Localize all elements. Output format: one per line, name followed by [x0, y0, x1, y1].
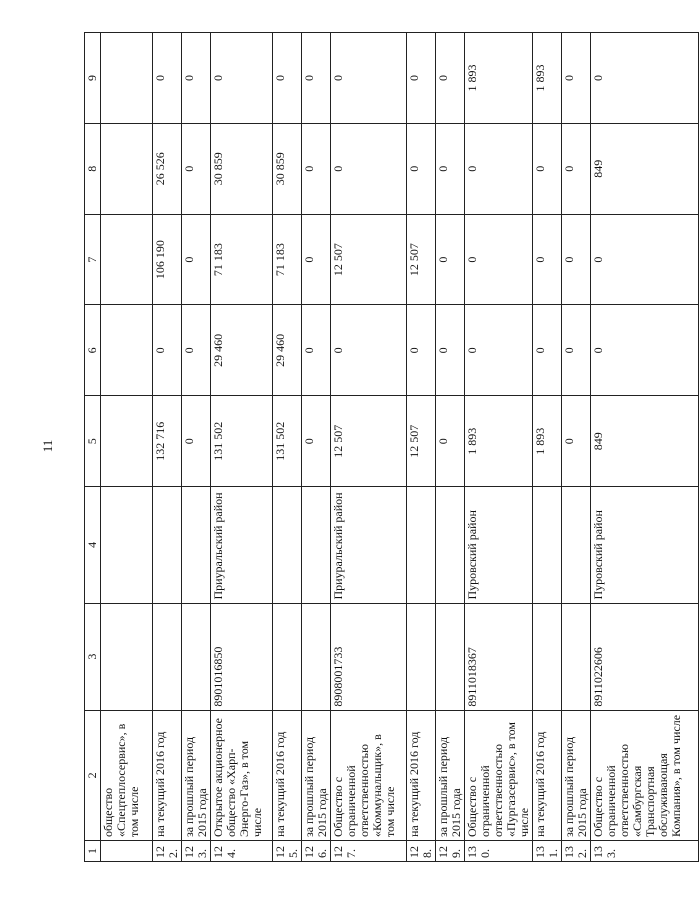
value-cell: 0 — [182, 214, 211, 305]
row-number: 127. — [331, 841, 407, 862]
district-cell — [182, 487, 211, 603]
district-cell — [101, 487, 153, 603]
value-cell: 849 — [591, 396, 699, 487]
value-cell: 0 — [533, 305, 562, 396]
district-cell: Приуральский район — [211, 487, 273, 603]
value-cell: 12 507 — [407, 396, 436, 487]
inn-cell — [407, 603, 436, 710]
org-name: за прошлый период 2015 года — [302, 710, 331, 840]
table-row — [533, 33, 562, 862]
header-cell: 1 — [85, 841, 101, 862]
value-cell: 0 — [436, 33, 465, 124]
value-cell: 0 — [562, 396, 591, 487]
value-cell: 12 507 — [331, 396, 407, 487]
table-row — [591, 33, 699, 862]
org-name: на текущий 2016 год — [273, 710, 302, 840]
inn-cell — [101, 603, 153, 710]
table-row — [211, 33, 273, 862]
inn-cell: 8901016850 — [211, 603, 273, 710]
value-cell: 0 — [302, 33, 331, 124]
rotated-page — [84, 32, 683, 862]
district-cell — [407, 487, 436, 603]
row-number: 129. — [436, 841, 465, 862]
value-cell: 0 — [182, 396, 211, 487]
value-cell — [101, 214, 153, 305]
row-number: 126. — [302, 841, 331, 862]
value-cell: 0 — [331, 33, 407, 124]
org-name: за прошлый период 2015 года — [436, 710, 465, 840]
table-row — [436, 33, 465, 862]
row-number: 133. — [591, 841, 699, 862]
table-row — [101, 33, 153, 862]
value-cell: 29 460 — [273, 305, 302, 396]
value-cell: 0 — [465, 214, 533, 305]
table-row — [273, 33, 302, 862]
header-cell: 3 — [85, 603, 101, 710]
value-cell — [101, 33, 153, 124]
header-cell: 7 — [85, 214, 101, 305]
value-cell: 29 460 — [211, 305, 273, 396]
inn-cell — [562, 603, 591, 710]
inn-cell — [533, 603, 562, 710]
value-cell: 131 502 — [211, 396, 273, 487]
value-cell: 0 — [436, 123, 465, 214]
value-cell: 0 — [153, 33, 182, 124]
table-row — [562, 33, 591, 862]
inn-cell: 8908001733 — [331, 603, 407, 710]
header-cell: 5 — [85, 396, 101, 487]
table-row — [465, 33, 533, 862]
value-cell: 0 — [562, 214, 591, 305]
value-cell: 106 190 — [153, 214, 182, 305]
value-cell — [101, 396, 153, 487]
inn-cell — [273, 603, 302, 710]
value-cell: 0 — [562, 33, 591, 124]
header-cell: 2 — [85, 710, 101, 840]
value-cell: 71 183 — [211, 214, 273, 305]
district-cell — [273, 487, 302, 603]
value-cell: 0 — [407, 33, 436, 124]
org-name: за прошлый период 2015 года — [562, 710, 591, 840]
row-number: 123. — [182, 841, 211, 862]
inn-cell — [436, 603, 465, 710]
value-cell: 0 — [591, 214, 699, 305]
value-cell: 12 507 — [407, 214, 436, 305]
value-cell: 0 — [211, 33, 273, 124]
district-cell — [153, 487, 182, 603]
row-number: 128. — [407, 841, 436, 862]
value-cell — [101, 305, 153, 396]
value-cell: 131 502 — [273, 396, 302, 487]
table-row — [331, 33, 407, 862]
value-cell: 12 507 — [331, 214, 407, 305]
org-name: Открытое акционерное общество «Харп-Энерго-Газ», в том числе — [211, 710, 273, 840]
org-name: на текущий 2016 год — [153, 710, 182, 840]
value-cell: 0 — [436, 214, 465, 305]
value-cell: 849 — [591, 123, 699, 214]
value-cell: 0 — [182, 305, 211, 396]
row-number: 124. — [211, 841, 273, 862]
header-cell: 6 — [85, 305, 101, 396]
value-cell: 1 893 — [465, 33, 533, 124]
value-cell: 0 — [302, 305, 331, 396]
table-row — [407, 33, 436, 862]
value-cell: 30 859 — [211, 123, 273, 214]
org-name: Общество с ограниченной ответственностью «Пургазсервис», в том числе — [465, 710, 533, 840]
row-number: 122. — [153, 841, 182, 862]
page-number: 11 — [40, 439, 55, 453]
value-cell: 71 183 — [273, 214, 302, 305]
header-row — [85, 33, 101, 862]
inn-cell — [182, 603, 211, 710]
value-cell: 0 — [182, 33, 211, 124]
data-table — [84, 32, 699, 862]
value-cell: 0 — [562, 305, 591, 396]
org-name: Общество с ограниченной ответственностью «Самбургская Транспортная обслуживающая Компания», в том числе — [591, 710, 699, 840]
org-name: на текущий 2016 год — [533, 710, 562, 840]
value-cell: 1 893 — [533, 33, 562, 124]
value-cell: 0 — [533, 123, 562, 214]
district-cell — [533, 487, 562, 603]
value-cell: 0 — [465, 305, 533, 396]
value-cell: 0 — [407, 305, 436, 396]
value-cell: 0 — [182, 123, 211, 214]
value-cell: 0 — [436, 396, 465, 487]
inn-cell: 8911022606 — [591, 603, 699, 710]
value-cell: 0 — [562, 123, 591, 214]
org-name: Общество с ограниченной ответственностью «Коммунальщик», в том числе — [331, 710, 407, 840]
value-cell: 0 — [153, 305, 182, 396]
district-cell — [302, 487, 331, 603]
value-cell: 1 893 — [533, 396, 562, 487]
header-cell: 9 — [85, 33, 101, 124]
table-row — [182, 33, 211, 862]
value-cell: 0 — [302, 123, 331, 214]
value-cell: 0 — [273, 33, 302, 124]
value-cell: 1 893 — [465, 396, 533, 487]
row-number: 130. — [465, 841, 533, 862]
value-cell: 30 859 — [273, 123, 302, 214]
value-cell: 0 — [302, 214, 331, 305]
value-cell: 0 — [331, 123, 407, 214]
header-cell: 8 — [85, 123, 101, 214]
org-name: общество «Спецтеплосервис», в том числе — [101, 710, 153, 840]
district-cell — [562, 487, 591, 603]
inn-cell — [302, 603, 331, 710]
row-number: 132. — [562, 841, 591, 862]
inn-cell — [153, 603, 182, 710]
value-cell: 0 — [591, 305, 699, 396]
org-name: за прошлый период 2015 года — [182, 710, 211, 840]
value-cell — [101, 123, 153, 214]
value-cell: 0 — [591, 33, 699, 124]
value-cell: 0 — [407, 123, 436, 214]
value-cell: 0 — [465, 123, 533, 214]
district-cell: Пуровский район — [465, 487, 533, 603]
district-cell — [436, 487, 465, 603]
inn-cell: 8911018367 — [465, 603, 533, 710]
value-cell: 0 — [331, 305, 407, 396]
row-number: 125. — [273, 841, 302, 862]
header-cell: 4 — [85, 487, 101, 603]
value-cell: 0 — [436, 305, 465, 396]
value-cell: 26 526 — [153, 123, 182, 214]
table-row — [302, 33, 331, 862]
value-cell: 0 — [533, 214, 562, 305]
table-row — [153, 33, 182, 862]
value-cell: 0 — [302, 396, 331, 487]
org-name: на текущий 2016 год — [407, 710, 436, 840]
row-number — [101, 841, 153, 862]
district-cell: Пуровский район — [591, 487, 699, 603]
district-cell: Приуральский район — [331, 487, 407, 603]
value-cell: 132 716 — [153, 396, 182, 487]
row-number: 131. — [533, 841, 562, 862]
